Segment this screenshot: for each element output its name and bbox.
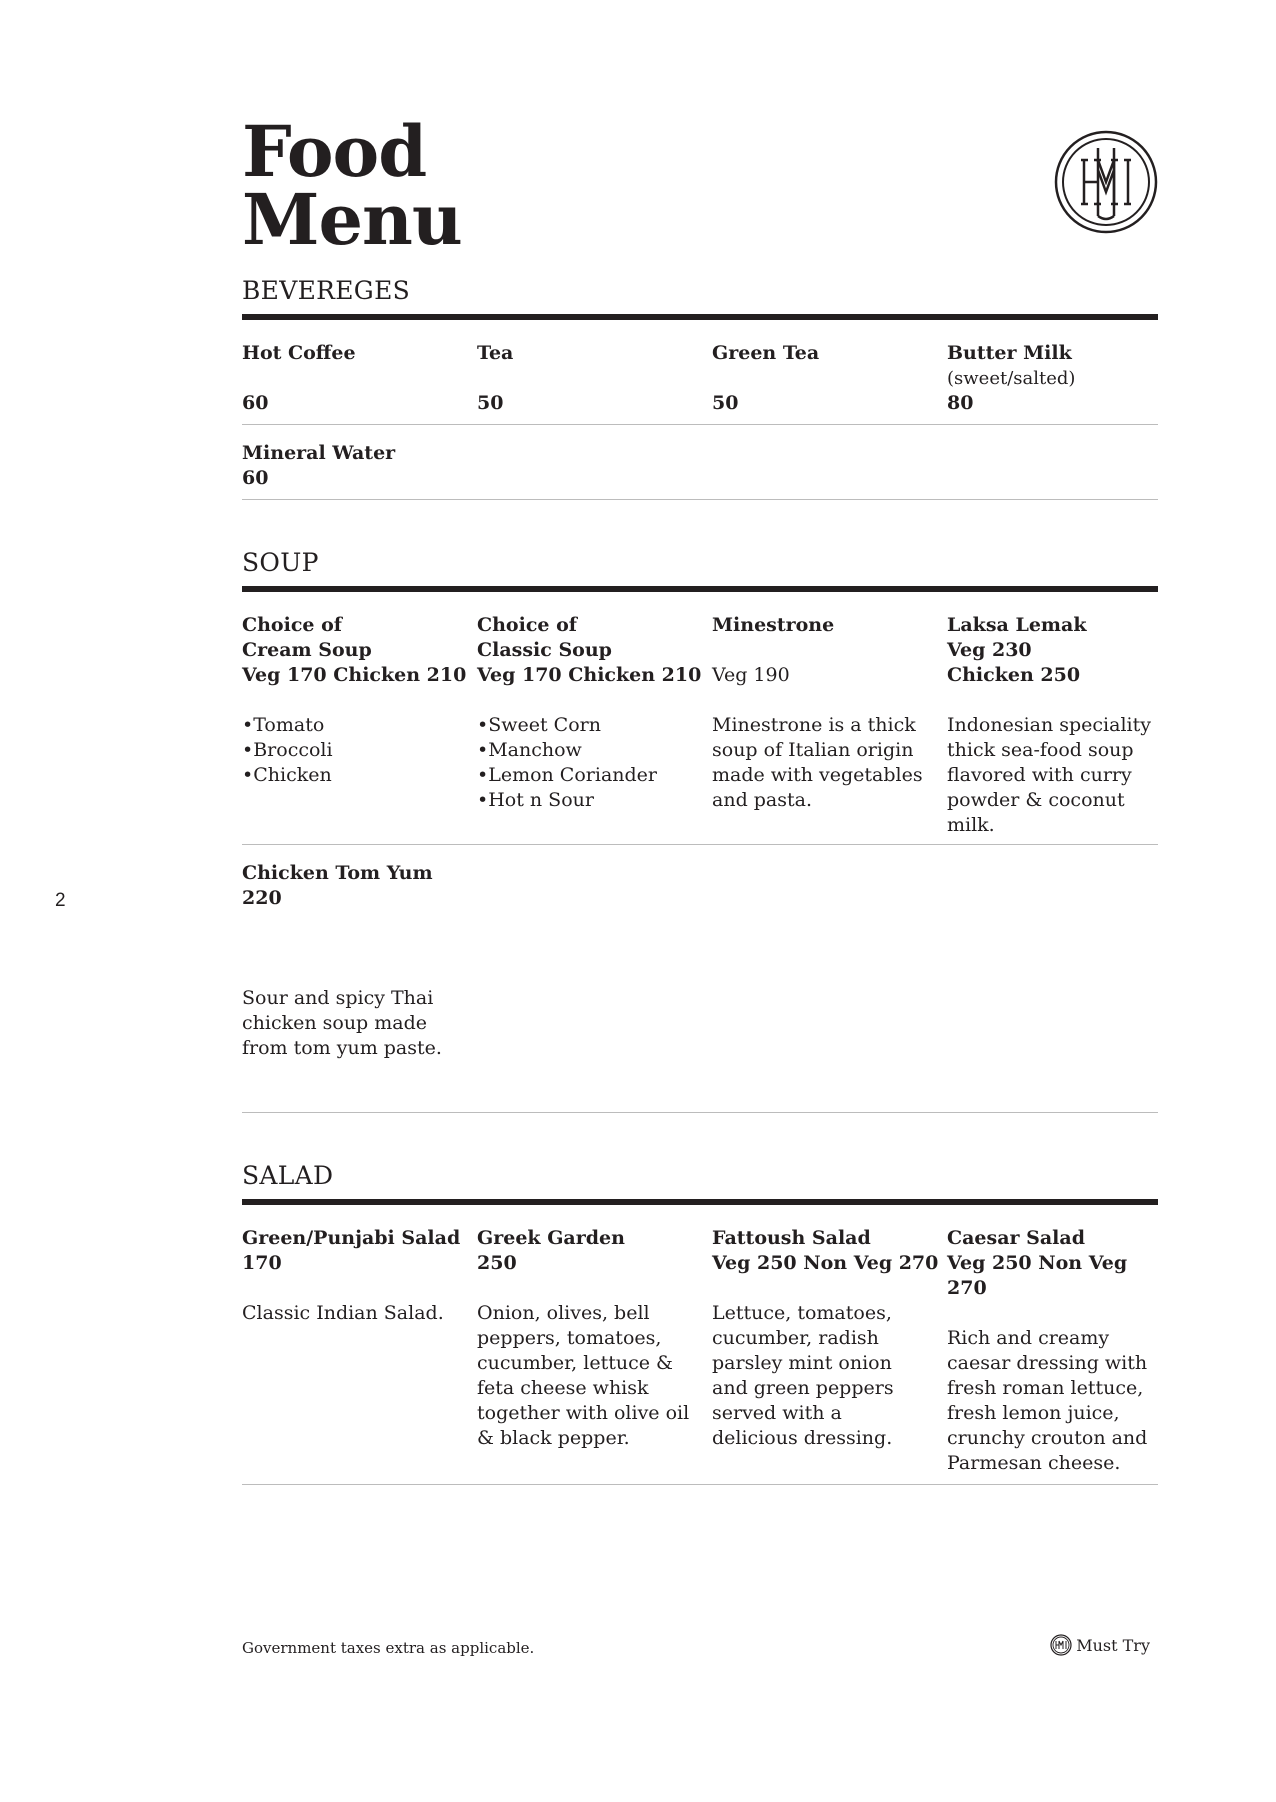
- item-price: Veg 250 Non Veg 270: [947, 1252, 1128, 1299]
- item-price: 60: [242, 392, 269, 414]
- list-item: • Lemon Coriander: [477, 763, 712, 788]
- page-number: 2: [55, 890, 66, 911]
- section-heading: BEVEREGES: [242, 276, 411, 305]
- title-line-menu: Menu: [242, 178, 462, 261]
- list-item: • Tomato: [242, 713, 477, 738]
- section-salad: [242, 1161, 1158, 1485]
- item-spacer: [242, 366, 477, 391]
- item-spacer: [712, 638, 947, 663]
- page-title: [242, 110, 762, 261]
- menu-content: [242, 110, 1158, 1485]
- menu-item: [947, 613, 1158, 838]
- item-description: Indonesian speciality thick sea-food soup flavored with curry powder & coconut milk.: [947, 714, 1151, 836]
- item-name: Butter Milk: [947, 342, 1072, 364]
- item-price: Veg 250 Non Veg 270: [712, 1252, 939, 1274]
- item-price: 250: [477, 1252, 517, 1274]
- item-name: Caesar Salad: [947, 1227, 1086, 1249]
- menu-item: [947, 341, 1158, 416]
- item-price: Veg 170 Chicken 210: [242, 664, 467, 686]
- item-name: Choice of Classic Soup: [477, 614, 612, 661]
- must-try-label: Must Try: [1076, 1635, 1150, 1655]
- menu-item: [242, 441, 1158, 491]
- item-description: Lettuce, tomatoes, cucumber, radish parsley mint onion and green peppers served with a delicious dressing.: [712, 1302, 894, 1449]
- menu-item: [712, 1226, 947, 1476]
- item-name: Minestrone: [712, 614, 835, 636]
- list-item: • Broccoli: [242, 738, 477, 763]
- item-description: Classic Indian Salad.: [242, 1302, 444, 1324]
- list-item: • Manchow: [477, 738, 712, 763]
- menu-item: [242, 341, 477, 416]
- menu-row: [242, 425, 1158, 500]
- item-name: Chicken Tom Yum: [242, 862, 433, 884]
- item-price: 60: [242, 467, 269, 489]
- item-price: 170: [242, 1252, 282, 1274]
- item-price: Veg 190: [712, 664, 790, 686]
- menu-item: [947, 1226, 1158, 1476]
- list-item: • Chicken: [242, 763, 477, 788]
- item-name: Mineral Water: [242, 442, 396, 464]
- menu-item: [712, 613, 947, 838]
- must-try-legend: [1050, 1634, 1150, 1656]
- item-description: Sour and spicy Thai chicken soup made from tom yum paste.: [242, 987, 442, 1059]
- item-name: Fattoush Salad: [712, 1227, 871, 1249]
- menu-item: [242, 861, 1158, 1061]
- item-price: 50: [712, 392, 739, 414]
- item-name: Hot Coffee: [242, 342, 356, 364]
- section-heading: SOUP: [242, 548, 319, 577]
- item-name: Green Tea: [712, 342, 820, 364]
- item-description: Minestrone is a thick soup of Italian origin made with vegetables and pasta.: [712, 714, 923, 811]
- menu-row: [242, 845, 1158, 1113]
- section-soup: [242, 548, 1158, 1113]
- list-item: • Hot n Sour: [477, 788, 712, 813]
- item-note: (sweet/salted): [947, 368, 1076, 389]
- section-heading: SALAD: [242, 1161, 334, 1190]
- item-spacer: [477, 366, 712, 391]
- item-spacer: [712, 366, 947, 391]
- item-price: Veg 170 Chicken 210: [477, 664, 702, 686]
- item-name: Laksa Lemak Veg 230 Chicken 250: [947, 614, 1087, 686]
- menu-row: [242, 1205, 1158, 1485]
- section-beverages: [242, 276, 1158, 500]
- item-price: 80: [947, 392, 974, 414]
- menu-item: [477, 341, 712, 416]
- option-list: [477, 713, 712, 813]
- menu-item: [242, 613, 477, 838]
- list-item: • Sweet Corn: [477, 713, 712, 738]
- item-description: Rich and creamy caesar dressing with fresh roman lettuce, fresh lemon juice, crunchy crouton and Parmesan cheese.: [947, 1327, 1148, 1474]
- menu-item: [477, 613, 712, 838]
- menu-row: [242, 320, 1158, 425]
- menu-row: [242, 592, 1158, 845]
- item-price: 220: [242, 887, 282, 909]
- item-name: Tea: [477, 342, 514, 364]
- menu-item: [242, 1226, 477, 1476]
- menu-item: [712, 341, 947, 416]
- hm-seal-small-icon: [1050, 1634, 1072, 1656]
- title-line-food: Food: [242, 110, 427, 193]
- item-name: Green/Punjabi Salad: [242, 1227, 461, 1249]
- item-description: Onion, olives, bell peppers, tomatoes, cucumber, lettuce & feta cheese whisk together with olive oil & black pepper.: [477, 1302, 690, 1449]
- tax-note: Government taxes extra as applicable.: [242, 1639, 535, 1657]
- item-name: Choice of Cream Soup: [242, 614, 372, 661]
- menu-item: [477, 1226, 712, 1476]
- hm-monogram-seal-icon: [1054, 130, 1158, 234]
- item-price: 50: [477, 392, 504, 414]
- item-name: Greek Garden: [477, 1227, 625, 1249]
- option-list: [242, 713, 477, 788]
